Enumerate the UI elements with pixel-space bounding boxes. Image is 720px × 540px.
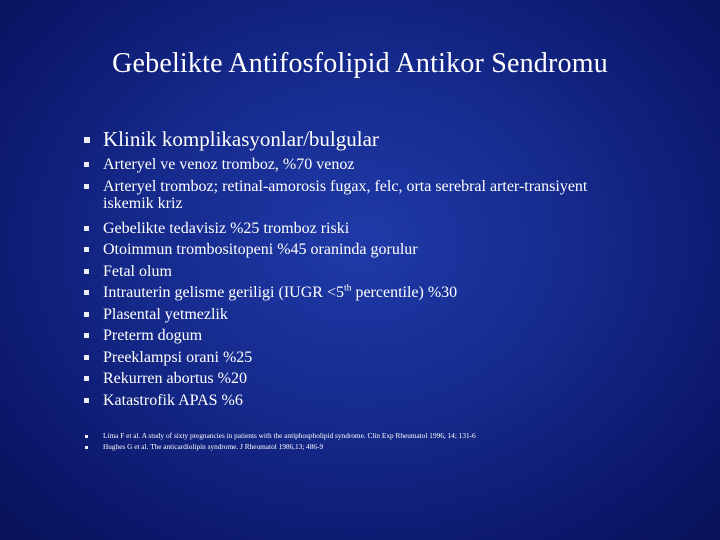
list-item-line: Arteryel tromboz; retinal-amorosis fugax, felc, orta serebral arter-transiyent	[103, 178, 588, 195]
list-item-text: Intrauterin gelisme geriligi (IUGR <5	[103, 284, 344, 301]
list-item: Fetal olum	[103, 263, 172, 280]
bullet-icon	[85, 435, 88, 438]
list-item: Otoimmun trombositopeni %45 oraninda gorulur	[103, 241, 418, 258]
list-item	[103, 284, 457, 301]
bullet-icon	[84, 398, 89, 403]
list-item: Rekurren abortus %20	[103, 370, 247, 387]
list-item: Arteryel ve venoz tromboz, %70 venoz	[103, 156, 355, 173]
bullet-icon	[84, 355, 89, 360]
bullet-icon	[84, 290, 89, 295]
list-item: Katastrofik APAS %6	[103, 392, 243, 409]
slide-title: Gebelikte Antifosfolipid Antikor Sendromu	[112, 48, 608, 79]
reference: Lima F et al. A study of sixty pregnancies in patients with the antiphospholipid syndrome. Clin Exp Rheumatol 1996, 14; 131-6	[103, 431, 476, 440]
list-item: Preterm dogum	[103, 327, 203, 344]
bullet-icon	[85, 446, 88, 449]
bullet-icon	[84, 376, 89, 381]
bullet-icon	[84, 312, 89, 317]
list-item: Preeklampsi orani %25	[103, 349, 253, 366]
list-item-line: iskemik kriz	[103, 195, 183, 212]
bullet-icon	[84, 247, 89, 252]
reference: Hughes G et al. The anticardiolipin syndrome. J Rheumatol 1986,13; 486-9	[103, 442, 324, 451]
section-heading: Klinik komplikasyonlar/bulgular	[103, 127, 379, 151]
bullet-icon	[84, 184, 89, 189]
list-item	[103, 178, 587, 212]
bullet-icon	[84, 269, 89, 274]
list-item-text: percentile) %30	[351, 284, 458, 301]
superscript: th	[343, 282, 352, 294]
bullet-icon	[84, 226, 89, 231]
list-item: Gebelikte tedavisiz %25 tromboz riski	[103, 220, 350, 237]
bullet-icon	[84, 137, 90, 143]
bullet-icon	[84, 333, 89, 338]
bullet-icon	[84, 162, 89, 167]
list-item: Plasental yetmezlik	[103, 306, 228, 323]
